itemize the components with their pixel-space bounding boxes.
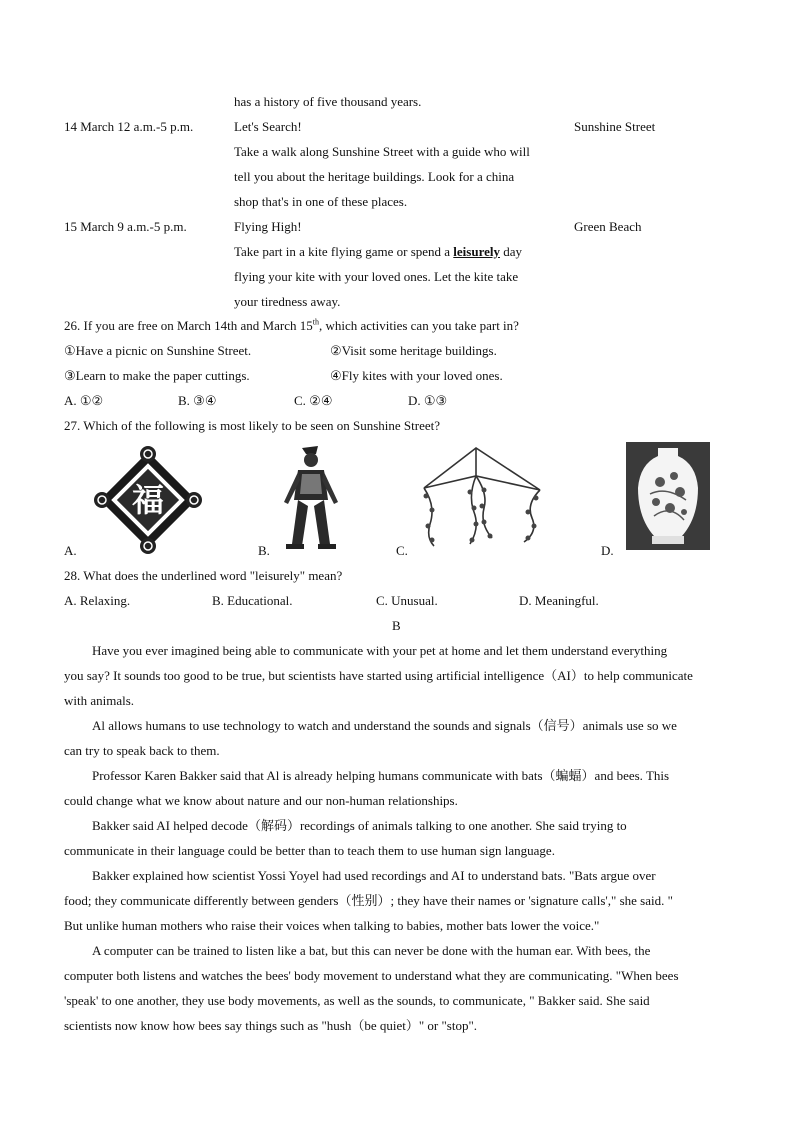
q26-item: ①Have a picnic on Sunshine Street. bbox=[64, 343, 252, 358]
q28-option-c[interactable]: C. Unusual. bbox=[376, 593, 438, 608]
passage-line: could change what we know about nature and our non-human relationships. bbox=[64, 793, 458, 808]
passage-line: 'speak' to one another, they use body movements, as well as the sounds, to communicate, " Bakker said. She said bbox=[64, 993, 650, 1008]
underlined-keyword: leisurely bbox=[453, 244, 500, 259]
passage-line: Professor Karen Bakker said that Al is already helping humans communicate with bats（蝙蝠）and bees. This bbox=[92, 768, 670, 783]
passage-line: scientists now know how bees say things such as "hush（be quiet）" or "stop". bbox=[64, 1018, 477, 1033]
passage-line: Bakker said AI helped decode（解码）recordings of animals talking to one another. She said trying to bbox=[92, 818, 627, 833]
passage-line: computer both listens and watches the bees' body movement to understand what they are communicating. "When bees bbox=[64, 968, 679, 983]
row-place: Green Beach bbox=[574, 219, 642, 234]
q27-option-b[interactable]: B. bbox=[258, 543, 270, 558]
q27-option-c[interactable]: C. bbox=[396, 543, 408, 558]
question-26 bbox=[64, 318, 519, 334]
q26-sup: th bbox=[312, 317, 319, 327]
desc-post: day bbox=[500, 244, 523, 259]
fu-character: 福 bbox=[131, 481, 165, 519]
q26-item: ③Learn to make the paper cuttings. bbox=[64, 368, 250, 383]
passage-line: A computer can be trained to listen like a bat, but this can never be done with the human ear. With bees, the bbox=[92, 943, 651, 958]
row-date: 14 March 12 a.m.-5 p.m. bbox=[64, 119, 194, 134]
kite-image[interactable] bbox=[414, 446, 550, 550]
passage-line: can try to speak back to them. bbox=[64, 743, 220, 758]
q28-option-a[interactable]: A. Relaxing. bbox=[64, 593, 131, 608]
row-desc-line: your tiredness away. bbox=[234, 294, 341, 309]
row-desc-line bbox=[234, 244, 522, 260]
q26-item: ②Visit some heritage buildings. bbox=[330, 343, 497, 358]
passage-line: Have you ever imagined being able to communicate with your pet at home and let them understand everything bbox=[92, 643, 668, 658]
q28-option-d[interactable]: D. Meaningful. bbox=[519, 593, 599, 608]
q26-option-c[interactable]: C. ②④ bbox=[294, 393, 333, 408]
question-27: 27. Which of the following is most likely to be seen on Sunshine Street? bbox=[64, 418, 440, 433]
passage-line: Al allows humans to use technology to watch and understand the sounds and signals（信号）animals use so we bbox=[92, 718, 677, 733]
china-vase-image[interactable] bbox=[626, 442, 710, 550]
q26-stem: 26. If you are free on March 14th and March 15 bbox=[64, 318, 313, 333]
q27-option-d[interactable]: D. bbox=[601, 543, 614, 558]
row-place: Sunshine Street bbox=[574, 119, 656, 134]
passage-line: you say? It sounds too good to be true, but scientists have started using artificial intelligence（AI）to help communicate bbox=[64, 668, 693, 683]
passage-line: But unlike human mothers who raise their voices when talking to babies, mother bats lower the voice." bbox=[64, 918, 600, 933]
q26-item: ④Fly kites with your loved ones. bbox=[330, 368, 503, 383]
row-desc-line: tell you about the heritage buildings. Look for a china bbox=[234, 169, 515, 184]
row-desc-line: shop that's in one of these places. bbox=[234, 194, 408, 209]
desc-pre: Take part in a kite flying game or spend a bbox=[234, 244, 454, 259]
schedule-top-line: has a history of five thousand years. bbox=[234, 94, 422, 109]
section-heading: B bbox=[392, 618, 401, 633]
q26-option-d[interactable]: D. ①③ bbox=[408, 393, 448, 408]
q26-option-a[interactable]: A. ①② bbox=[64, 393, 104, 408]
q26-stem-end: , which activities can you take part in? bbox=[318, 318, 519, 333]
q26-option-b[interactable]: B. ③④ bbox=[178, 393, 217, 408]
question-28: 28. What does the underlined word "leisurely" mean? bbox=[64, 568, 343, 583]
paper-cutting-image[interactable] bbox=[92, 444, 204, 556]
row-title: Let's Search! bbox=[234, 119, 302, 134]
row-desc-line: Take a walk along Sunshine Street with a guide who will bbox=[234, 144, 530, 159]
passage-line: food; they communicate differently between genders（性别）; they have their names or 'signature calls'," she said. " bbox=[64, 893, 673, 908]
q28-option-b[interactable]: B. Educational. bbox=[212, 593, 293, 608]
passage-line: Bakker explained how scientist Yossi Yoyel had used recordings and AI to understand bats. "Bats argue over bbox=[92, 868, 656, 883]
row-date: 15 March 9 a.m.-5 p.m. bbox=[64, 219, 187, 234]
passage-line: with animals. bbox=[64, 693, 135, 708]
row-title: Flying High! bbox=[234, 219, 302, 234]
row-desc-line: flying your kite with your loved ones. Let the kite take bbox=[234, 269, 519, 284]
shadow-puppet-image[interactable] bbox=[276, 444, 346, 552]
q27-option-a[interactable]: A. bbox=[64, 543, 77, 558]
passage-line: communicate in their language could be better than to teach them to use human sign language. bbox=[64, 843, 555, 858]
